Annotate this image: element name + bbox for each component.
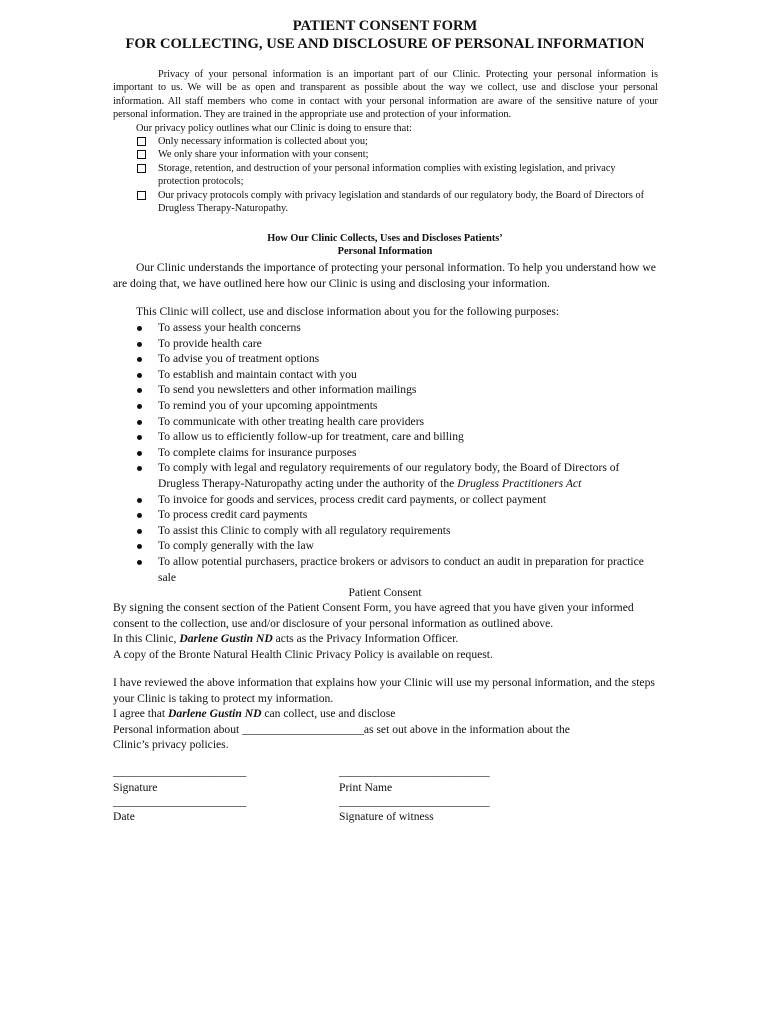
personal-info-line: Personal information about _____________________as set out above in the information about the (113, 722, 570, 736)
agree-name: Darlene Gustin ND (168, 707, 262, 721)
collect-paragraph (113, 260, 658, 291)
consent-heading: Patient Consent (348, 586, 422, 599)
patient-name-blank[interactable]: _____________________ (242, 722, 364, 736)
bullet-icon (137, 326, 142, 331)
purpose-item: To establish and maintain contact with you (113, 367, 658, 383)
reviewed-statement: I have reviewed the above information that explains how your Clinic will use my personal information, and the steps your Clinic is taking to protect my information. (113, 676, 655, 705)
privacy-checklist (113, 135, 658, 215)
consent-statement: By signing the consent section of the Patient Consent Form, you have agreed that you have given your informed consent to the collection, use and/or disclosure of your personal information as outlined above. (113, 601, 634, 630)
purposes-list (113, 320, 658, 585)
privacy-officer-line: In this Clinic, Darlene Gustin ND acts as the Privacy Information Officer. (113, 632, 459, 646)
purpose-item: To send you newsletters and other information mailings (113, 382, 658, 398)
consent-section (113, 600, 658, 662)
checkbox-icon (137, 137, 146, 146)
signature-label: Signature (113, 781, 158, 794)
signature-field[interactable]: _______________________ (113, 765, 247, 778)
purpose-item: To provide health care (113, 336, 658, 352)
date-field[interactable]: _______________________ (113, 795, 247, 808)
form-subtitle: FOR COLLECTING, USE AND DISCLOSURE OF PERSONAL INFORMATION (125, 36, 645, 52)
officer-name: Darlene Gustin ND (179, 632, 273, 646)
bullet-icon (137, 342, 142, 347)
privacy-item: Our privacy protocols comply with privacy legislation and standards of our regulatory body, the Board of Directors of Drugless Therapy-Naturopathy. (113, 189, 658, 216)
policy-lead: Our privacy policy outlines what our Clinic is doing to ensure that: (136, 123, 412, 134)
policies-line: Clinic’s privacy policies. (113, 738, 229, 752)
purpose-item: To assist this Clinic to comply with all regulatory requirements (113, 523, 658, 539)
date-label: Date (113, 810, 135, 823)
bullet-icon (137, 529, 142, 534)
purpose-item: To complete claims for insurance purposes (113, 445, 658, 461)
bullet-icon (137, 544, 142, 549)
purpose-item: To comply with legal and regulatory requirements of our regulatory body, the Board of Directors of Drugless Therapy-Naturopathy acting under the authority of the Drugless Practitioners Act (113, 460, 658, 491)
print-name-field[interactable]: __________________________ (339, 765, 490, 778)
purpose-item: To comply generally with the law (113, 538, 658, 554)
privacy-item: Only necessary information is collected about you; (113, 135, 658, 148)
collect-text: Our Clinic understands the importance of protecting your personal information. To help you understand how we are doing that, we have outlined here how our Clinic is using and disclosing your information. (113, 261, 656, 290)
purpose-item: To advise you of treatment options (113, 351, 658, 367)
purpose-item: To allow us to efficiently follow-up for treatment, care and billing (113, 429, 658, 445)
intro-paragraph (113, 68, 658, 122)
bullet-icon (137, 404, 142, 409)
bullet-icon (137, 498, 142, 503)
policy-availability-line: A copy of the Bronte Natural Health Clinic Privacy Policy is available on request. (113, 647, 493, 661)
bullet-icon (137, 560, 142, 565)
bullet-icon (137, 388, 142, 393)
purpose-item: To remind you of your upcoming appointments (113, 398, 658, 414)
witness-signature-field[interactable]: __________________________ (339, 795, 490, 808)
purpose-item: To invoice for goods and services, process credit card payments, or collect payment (113, 492, 658, 508)
checkbox-icon (137, 164, 146, 173)
bullet-icon (137, 435, 142, 440)
section-heading: How Our Clinic Collects, Uses and Discloses Patients’ (267, 233, 503, 244)
bullet-icon (137, 373, 142, 378)
bullet-icon (137, 357, 142, 362)
bullet-icon (137, 466, 142, 471)
checkbox-icon (137, 150, 146, 159)
bullet-icon (137, 451, 142, 456)
bullet-icon (137, 420, 142, 425)
form-title: PATIENT CONSENT FORM (292, 18, 478, 34)
agree-line: I agree that Darlene Gustin ND can collect, use and disclose (113, 707, 396, 721)
privacy-item: We only share your information with your consent; (113, 148, 658, 161)
act-name: Drugless Practitioners Act (457, 476, 582, 490)
checkbox-icon (137, 191, 146, 200)
purpose-item: To process credit card payments (113, 507, 658, 523)
purposes-lead: This Clinic will collect, use and disclose information about you for the following purposes: (136, 305, 560, 318)
purpose-item: To assess your health concerns (113, 320, 658, 336)
intro-text: Privacy of your personal information is an important part of our Clinic. Protecting your personal information is important to us. We will be as open and transparent as possible about the way we collect, use and disclose your personal information. All staff members who come in contact with your personal information are aware of the sensitive nature of your personal information. They are trained in the appropriate use and protection of your information. (113, 69, 658, 121)
bullet-icon (137, 513, 142, 518)
purpose-item: To communicate with other treating health care providers (113, 414, 658, 430)
section-heading-line2: Personal Information (337, 246, 433, 257)
purpose-item: To allow potential purchasers, practice brokers or advisors to conduct an audit in preparation for practice sale (113, 554, 658, 585)
privacy-item: Storage, retention, and destruction of your personal information complies with existing legislation, and privacy protection protocols; (113, 162, 658, 189)
print-name-label: Print Name (339, 781, 393, 794)
witness-signature-label: Signature of witness (339, 810, 434, 823)
agreement-section (113, 675, 661, 753)
